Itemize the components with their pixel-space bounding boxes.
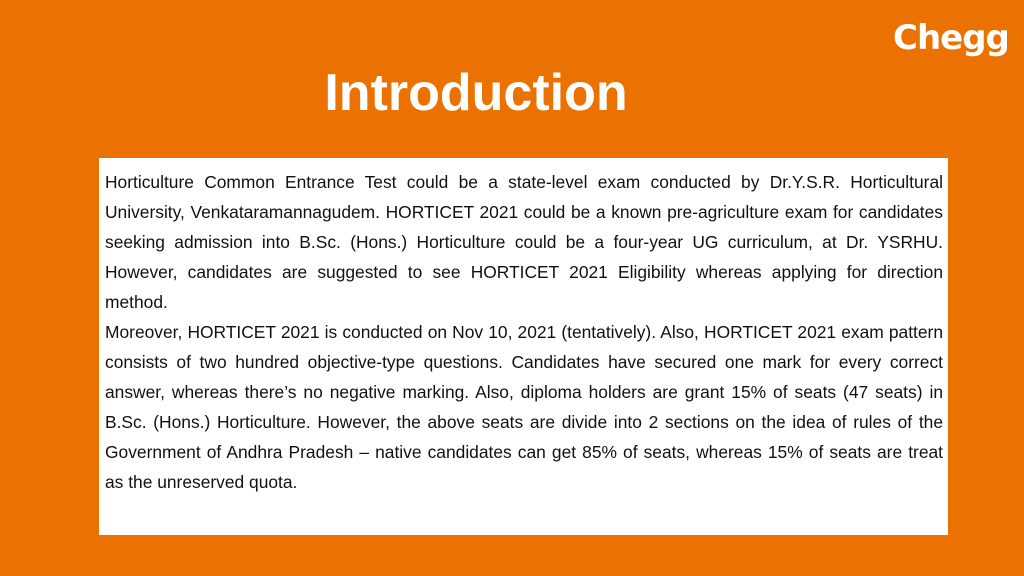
- slide-title: Introduction: [324, 64, 628, 122]
- paragraph-exam-details: Moreover, HORTICET 2021 is conducted on Nov 10, 2021 (tentatively). Also, HORTICET 2021 exam pattern consists of two hundred objective-type questions. Candidates have secured one mark for every correct answer, whereas there’s no negative marking. Also, diploma holders are grant 15% of seats (47 seats) in B.Sc. (Hons.) Horticulture. However, the above seats are divide into 2 sections on the idea of rules of the Government of Andhra Pradesh – native candidates can get 85% of seats, whereas 15% of seats are treat as the unreserved quota.: [105, 322, 943, 492]
- chegg-logo: Chegg: [893, 18, 1009, 58]
- content-box: [99, 158, 948, 535]
- paragraph-intro: Horticulture Common Entrance Test could be a state-level exam conducted by Dr.Y.S.R. Horticultural University, Venkataramannagudem. HORTICET 2021 could be a known pre-agriculture exam for candidates seeking admission into B.Sc. (Hons.) Horticulture could be a four-year UG curriculum, at Dr. YSRHU. However, candidates are suggested to see HORTICET 2021 Eligibility whereas applying for direction method.: [105, 172, 943, 312]
